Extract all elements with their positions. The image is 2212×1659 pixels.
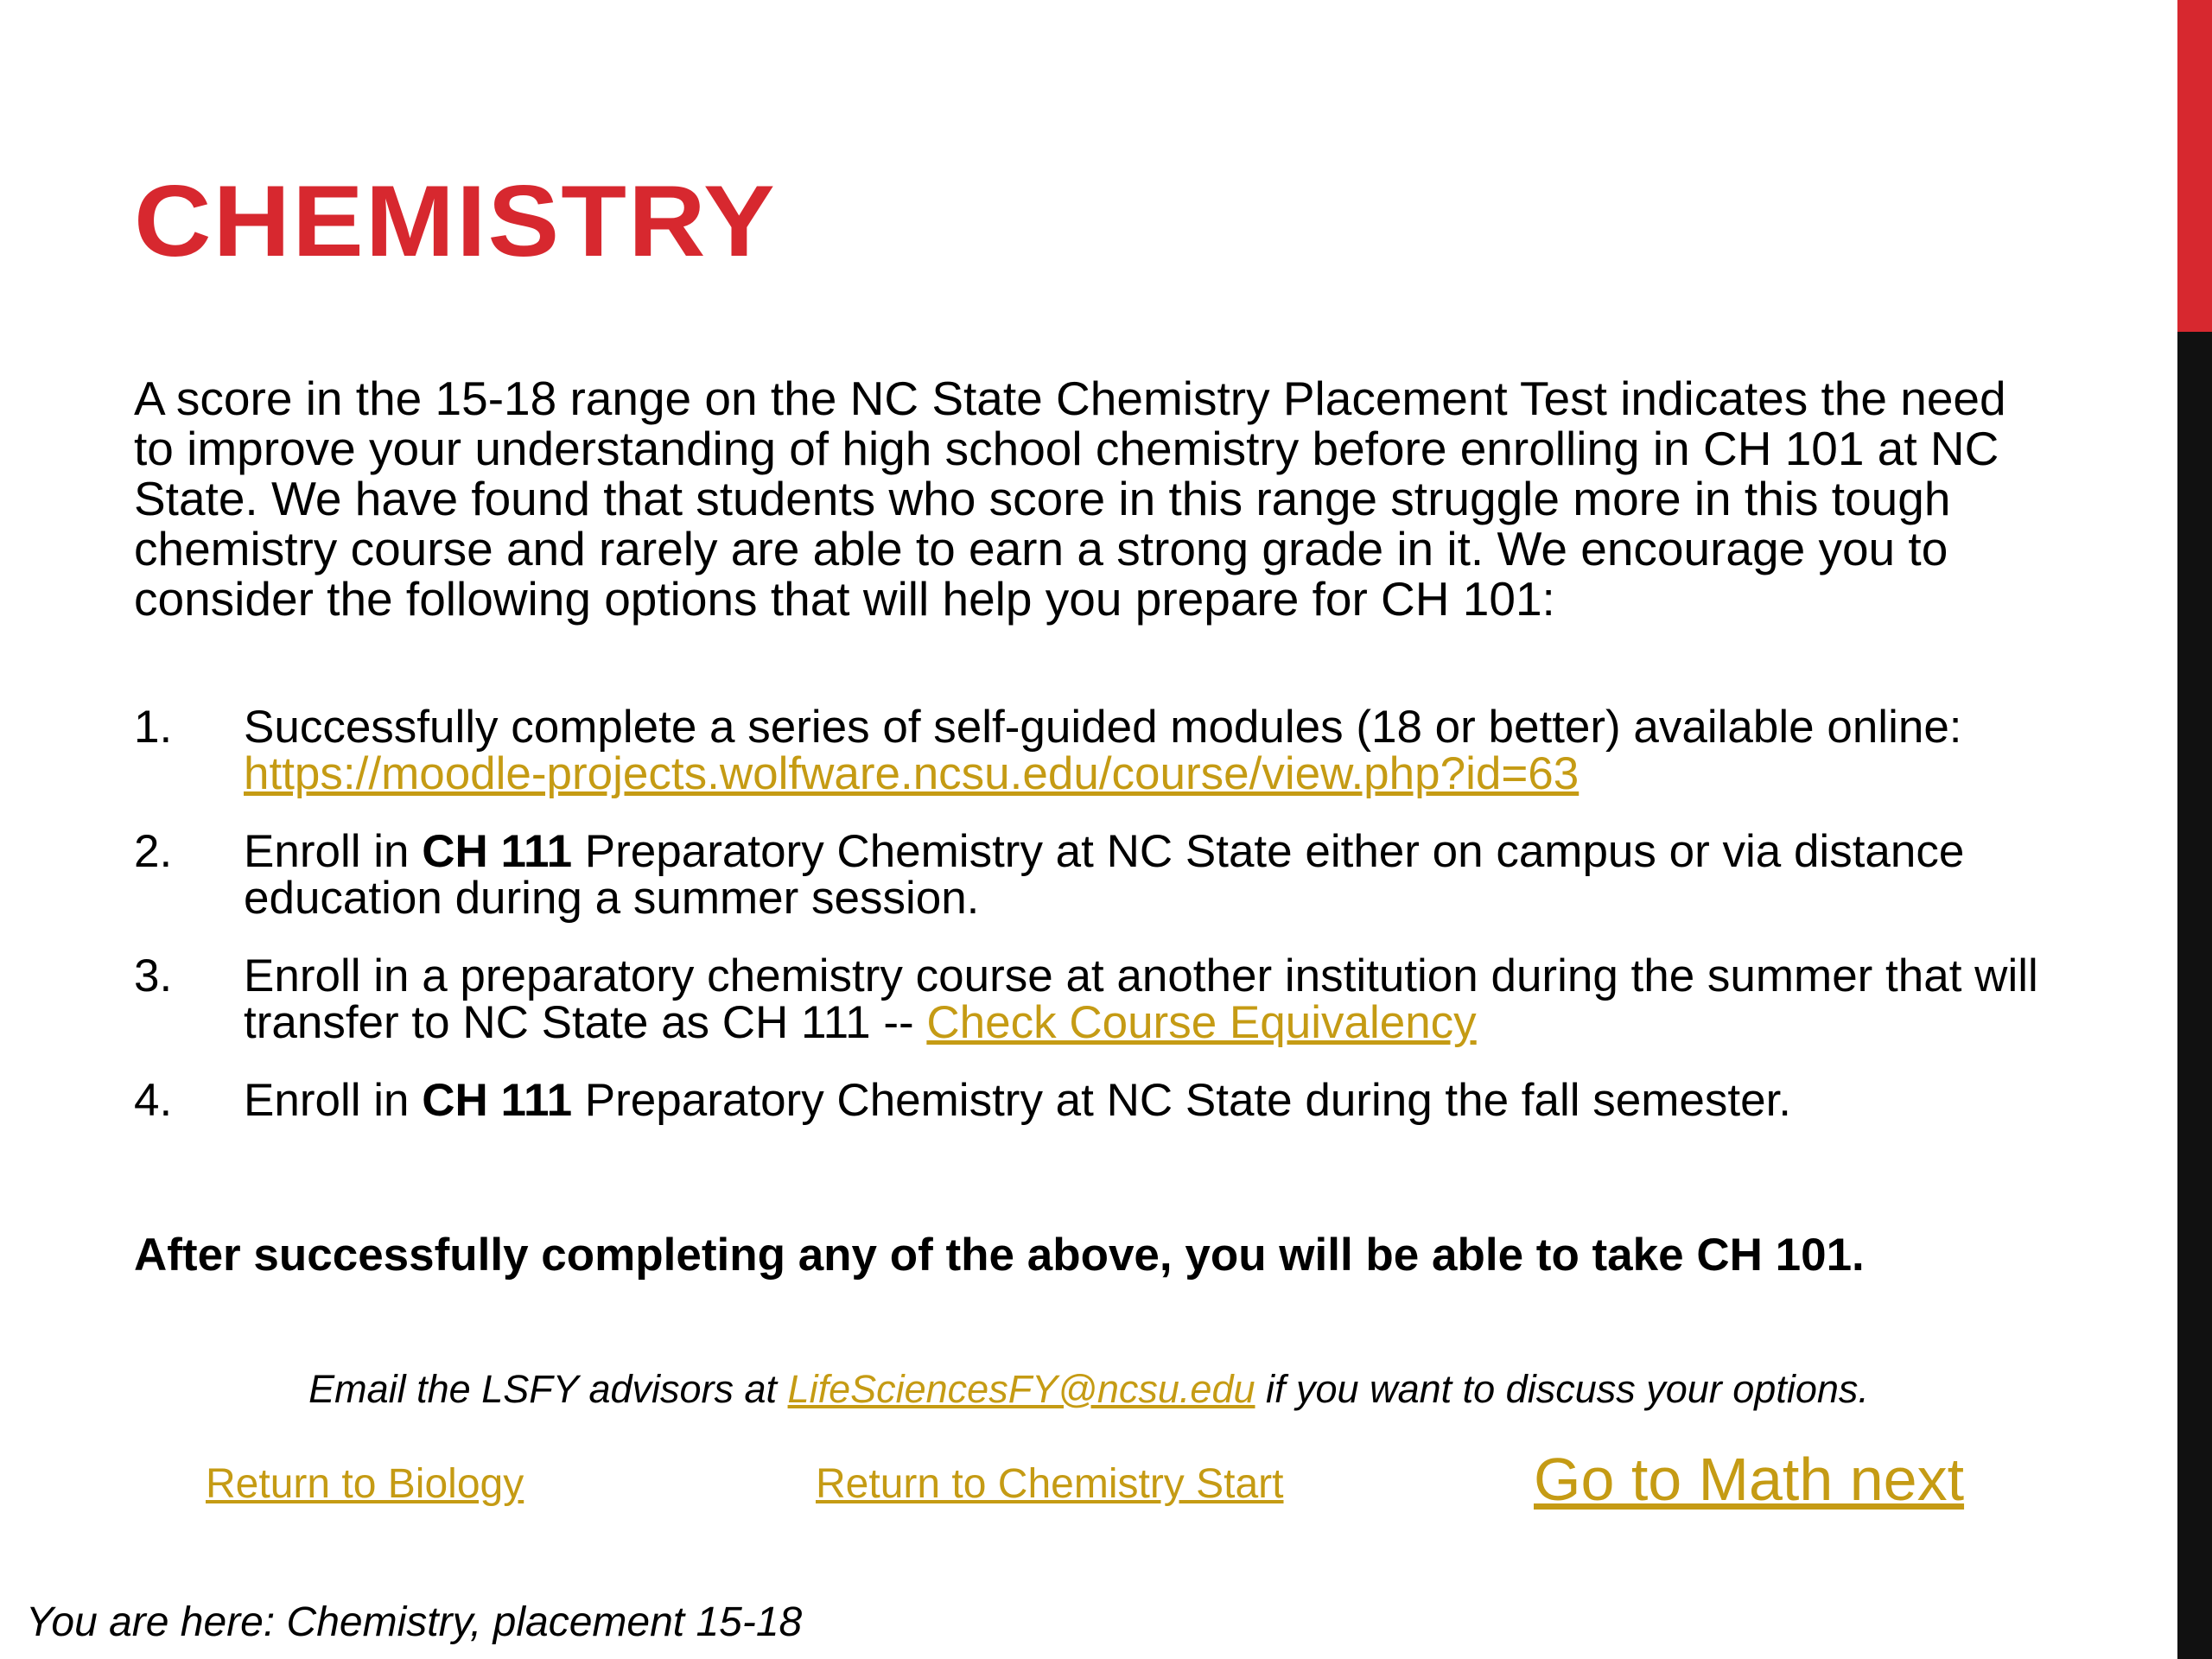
- option-text: Preparatory Chemistry at NC State during the fall semester.: [572, 1075, 1792, 1126]
- option-number: 2.: [134, 826, 173, 877]
- option-text: Enroll in: [244, 826, 423, 877]
- email-link[interactable]: LifeSciencesFY@ncsu.edu: [787, 1367, 1255, 1411]
- option-item: [134, 704, 2069, 798]
- option-item: [134, 950, 2069, 1048]
- course-code: CH 111: [422, 1075, 573, 1126]
- course-equivalency-link[interactable]: Check Course Equivalency: [926, 997, 1477, 1048]
- breadcrumb: You are here: Chemistry, placement 15-18: [26, 1599, 803, 1645]
- option-number: 3.: [134, 950, 173, 1001]
- option-number: 1.: [134, 702, 173, 753]
- email-note-text: Email the LSFY advisors at: [308, 1367, 788, 1411]
- course-code: CH 111: [422, 826, 573, 877]
- slide-title: CHEMISTRY: [134, 165, 777, 278]
- options-list: [134, 704, 2069, 1155]
- intro-paragraph: A score in the 15-18 range on the NC State Chemistry Placement Test indicates the need to improve your understanding of high school chemistry before enrolling in CH 101 at NC State. We have found that students who score in this range struggle more in this tough chemistry course and rarely are able to earn a strong grade in it. We encourage you to consider the following options that will help you prepare for CH 101:: [134, 372, 2006, 626]
- modules-link[interactable]: https://moodle-projects.wolfware.ncsu.edu/course/view.php?id=63: [244, 748, 1580, 799]
- option-text: Preparatory Chemistry at NC State either on campus or via distance education during a summer session.: [244, 826, 1965, 924]
- email-note: [0, 1365, 2177, 1414]
- go-to-math-link[interactable]: Go to Math next: [1534, 1446, 1965, 1513]
- side-accent-bar-red: [2177, 0, 2212, 332]
- option-item: [134, 1077, 2069, 1124]
- conclusion-text: After successfully completing any of the above, you will be able to take CH 101.: [134, 1230, 1865, 1281]
- option-number: 4.: [134, 1075, 173, 1126]
- return-to-chemistry-start-link[interactable]: Return to Chemistry Start: [816, 1461, 1284, 1507]
- email-note-text: if you want to discuss your options.: [1255, 1367, 1869, 1411]
- option-text: Successfully complete a series of self-guided modules (18 or better) available online:: [244, 702, 1962, 753]
- option-text: Enroll in a preparatory chemistry course at another institution during the summer that will transfer to NC State as CH 111 --: [244, 950, 2038, 1048]
- option-item: [134, 826, 2069, 924]
- return-to-biology-link[interactable]: Return to Biology: [206, 1461, 524, 1507]
- option-text: Enroll in: [244, 1075, 423, 1126]
